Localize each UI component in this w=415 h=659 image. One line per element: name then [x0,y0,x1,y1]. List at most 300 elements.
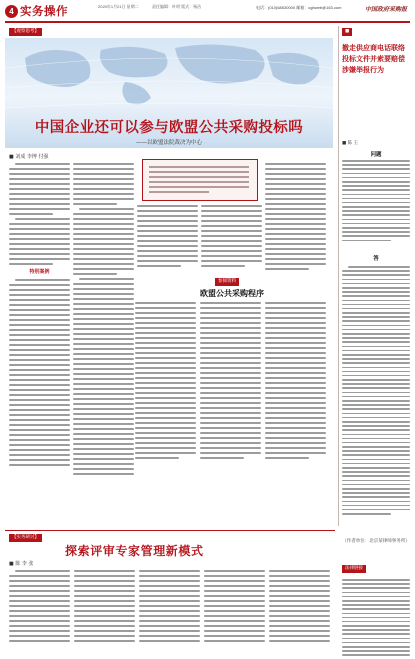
text-line [139,640,200,642]
text-line [200,422,261,424]
text-line [265,357,326,359]
text-line [269,610,330,612]
body-column [73,163,134,475]
issue-date: 2020年1月21日 星期二 [98,4,168,9]
text-line [9,575,70,577]
text-line [269,600,330,602]
text-line [342,488,410,490]
text-line [74,595,135,597]
text-line [269,575,330,577]
text-line [200,407,261,409]
text-line [135,357,196,359]
text-line [204,610,265,612]
text-line [342,300,410,302]
text-line [200,412,261,414]
text-line [135,382,196,384]
text-line [269,570,330,572]
text-line [149,176,249,178]
text-line [9,198,70,200]
text-line [342,404,410,406]
feature-headline: 中国企业还可以参与欧盟公共采购投标吗 [5,116,333,137]
text-line [137,260,198,262]
text-line [204,615,265,617]
text-line [139,585,200,587]
text-line [342,608,410,610]
text-line [342,227,410,229]
text-line [342,295,410,297]
text-line [342,587,410,589]
feature-byline: ■ 刘成 李博 付强 [9,153,49,160]
text-line [139,610,200,612]
text-line [135,317,196,319]
text-line [9,263,53,265]
text-line [79,278,134,280]
text-line [135,307,196,309]
section-divider [5,530,335,531]
text-line [135,442,196,444]
text-line [9,213,53,215]
text-line [342,417,410,419]
text-line [73,403,134,405]
text-line [342,492,410,494]
text-line [200,307,261,309]
text-line [9,580,70,582]
text-line [9,424,70,426]
text-line [200,367,261,369]
text-line [200,402,261,404]
text-line [73,293,134,295]
text-line [200,437,261,439]
text-line [9,344,70,346]
text-line [139,595,200,597]
text-line [201,250,262,252]
text-line [342,337,410,339]
text-line [342,596,410,598]
text-line [9,394,70,396]
section-title: 实务操作 [20,3,68,19]
bottom-body [9,570,333,646]
text-line [200,317,261,319]
text-line [137,265,181,267]
text-line [79,208,134,210]
text-line [135,337,196,339]
text-line [135,412,196,414]
text-line [342,274,410,276]
text-line [9,429,70,431]
text-line [204,635,265,637]
text-line [342,354,410,356]
text-line [73,473,134,475]
text-line [204,590,265,592]
text-line [9,334,70,336]
text-line [342,371,410,373]
text-line [342,650,410,652]
text-line [200,362,261,364]
text-line [269,595,330,597]
text-line [9,183,70,185]
text-line [73,373,134,375]
text-line [139,615,200,617]
text-line [265,243,326,245]
body-column [9,570,70,646]
text-line [200,397,261,399]
text-line [135,417,196,419]
text-line [342,231,410,233]
editor-credits: 责任编辑：叶明 版式：杨洁 [152,4,201,9]
text-line [342,291,410,293]
text-line [135,457,179,459]
text-line [342,496,410,498]
text-line [204,580,265,582]
text-line [73,433,134,435]
body-column [135,302,196,472]
text-line [135,352,196,354]
text-line [265,427,326,429]
text-line [73,408,134,410]
text-line [137,235,198,237]
text-line [200,457,244,459]
text-line [73,443,134,445]
page-header [0,0,415,22]
text-line [342,629,410,631]
text-line [9,454,70,456]
feature-tag: 【观察思考】 [9,28,42,36]
text-line [342,454,410,456]
text-line [265,263,326,265]
text-line [73,178,134,180]
text-line [348,266,410,268]
text-line [73,418,134,420]
text-line [74,585,135,587]
text-line [73,303,134,305]
text-line [342,341,410,343]
text-line [15,163,70,165]
text-line [342,396,410,398]
text-line [342,304,410,306]
text-line [201,235,262,237]
text-line [9,178,70,180]
text-line [342,392,410,394]
text-line [135,447,196,449]
text-line [200,372,261,374]
text-line [9,304,70,306]
text-line [135,407,196,409]
text-line [9,434,70,436]
text-line [342,429,410,431]
text-line [74,630,135,632]
text-line [9,299,70,301]
text-line [269,590,330,592]
text-line [342,362,410,364]
text-line [342,408,410,410]
text-line [73,358,134,360]
text-line [265,208,326,210]
text-line [342,185,410,187]
text-line [265,183,326,185]
text-line [135,432,196,434]
text-line [73,233,134,235]
text-line [73,438,134,440]
text-line [9,444,70,446]
text-line [265,347,326,349]
text-line [265,233,326,235]
text-line [9,595,70,597]
text-line [149,181,249,183]
text-line [9,379,70,381]
text-line [342,198,410,200]
text-line [342,642,410,644]
text-line [265,317,326,319]
text-line [200,452,261,454]
text-line [73,288,134,290]
text-line [73,218,134,220]
text-line [265,228,326,230]
text-line [342,177,410,179]
text-line [135,377,196,379]
text-line [200,442,261,444]
column-divider [338,26,339,526]
text-line [135,427,196,429]
text-line [139,590,200,592]
text-line [73,283,134,285]
text-line [265,352,326,354]
text-line [73,163,134,165]
text-line [201,260,262,262]
text-line [265,173,326,175]
text-line [265,432,326,434]
text-line [265,407,326,409]
contact-info: 电话：(010)68530000 邮箱：cgbweb@163.com [256,5,341,11]
text-line [73,463,134,465]
text-line [137,205,198,207]
text-line [15,570,70,572]
text-line [342,617,410,619]
text-line [342,214,410,216]
question-text [342,160,410,250]
text-line [200,432,261,434]
text-line [135,422,196,424]
inner-title: 欧盟公共采购程序 [135,288,329,299]
feature-banner [5,38,333,148]
sidebar-author: ■ 陈 王 [342,140,358,146]
text-line [201,230,262,232]
text-line [200,382,261,384]
text-line [265,382,326,384]
text-line [265,193,326,195]
text-line [135,397,196,399]
text-line [269,635,330,637]
text-line [269,625,330,627]
text-line [342,350,410,352]
text-line [73,263,134,265]
text-line [342,210,410,212]
text-line [342,206,410,208]
text-line [265,397,326,399]
text-line [265,203,326,205]
text-line [73,318,134,320]
text-line [137,210,198,212]
text-line [342,223,410,225]
sub-heading: 特别案例 [9,268,70,275]
sidebar-tag-icon: ■ [342,28,352,36]
text-line [9,640,70,642]
text-line [74,640,135,642]
text-line [135,322,196,324]
text-line [342,383,410,385]
text-line [265,422,326,424]
text-line [73,243,134,245]
text-line [73,393,134,395]
text-line [265,312,326,314]
text-line [9,188,70,190]
text-line [9,439,70,441]
text-line [342,625,410,627]
text-line [269,620,330,622]
text-line [15,218,70,220]
legal-links [342,554,410,653]
text-line [342,333,410,335]
text-line [265,332,326,334]
text-line [265,268,309,270]
text-line [149,166,249,168]
text-line [342,467,410,469]
header-rule [5,21,410,23]
text-line [74,580,135,582]
text-line [342,446,410,448]
text-line [9,605,70,607]
text-line [342,173,410,175]
text-line [135,332,196,334]
text-line [204,620,265,622]
text-line [73,343,134,345]
text-line [9,314,70,316]
text-line [137,230,198,232]
text-line [9,635,70,637]
text-line [200,327,261,329]
text-line [73,348,134,350]
text-line [73,268,134,270]
legal-links-text [342,579,410,659]
text-line [342,621,410,623]
text-line [200,387,261,389]
text-line [9,464,70,466]
text-line [135,372,196,374]
text-line [9,324,70,326]
text-line [9,585,70,587]
text-line [342,379,410,381]
text-line [9,223,70,225]
text-line [73,398,134,400]
text-line [73,328,134,330]
text-line [74,570,135,572]
bottom-byline: ■ 陈 李 张 [9,560,34,567]
text-line [9,228,70,230]
text-line [9,289,70,291]
text-line [342,583,410,585]
text-line [342,613,410,615]
text-line [73,238,134,240]
body-column [139,570,200,646]
text-line [9,284,70,286]
text-line [139,575,200,577]
text-line [204,570,265,572]
text-line [201,210,262,212]
text-line [74,590,135,592]
text-line [73,188,134,190]
text-line [9,459,70,461]
text-line [201,255,262,257]
text-line [74,575,135,577]
text-line [73,413,134,415]
text-line [342,442,410,444]
text-line [269,605,330,607]
text-line [201,265,245,267]
text-line [342,480,410,482]
body-column [9,163,70,475]
text-line [9,419,70,421]
bottom-article [5,534,335,648]
text-line [265,307,326,309]
text-line [342,421,410,423]
text-line [201,220,262,222]
text-line [342,505,410,507]
text-line [342,358,410,360]
text-line [9,248,70,250]
text-line [204,640,265,642]
text-line [342,509,410,511]
text-line [73,213,134,215]
text-line [73,173,134,175]
text-line [265,223,326,225]
inner-article [135,278,329,474]
text-line [9,615,70,617]
bottom-headline: 探索评审专家管理新模式 [65,542,204,559]
text-line [265,302,326,304]
text-line [342,475,410,477]
text-line [74,620,135,622]
text-line [73,383,134,385]
text-line [135,437,196,439]
inner-tag: 参阅资料 [215,278,239,286]
text-line [73,458,134,460]
text-line [342,400,410,402]
text-line [342,287,410,289]
text-line [74,625,135,627]
text-line [265,322,326,324]
text-line [265,392,326,394]
text-line [73,428,134,430]
text-line [74,610,135,612]
text-line [342,202,410,204]
text-line [9,369,70,371]
text-line [342,604,410,606]
text-line [9,359,70,361]
text-line [342,646,410,648]
text-line [342,160,410,162]
text-line [73,228,134,230]
text-line [9,173,70,175]
text-line [137,220,198,222]
text-line [137,215,198,217]
text-line [139,600,200,602]
text-line [342,600,410,602]
text-line [204,625,265,627]
text-line [269,585,330,587]
text-line [200,377,261,379]
text-line [342,425,410,427]
text-line [265,362,326,364]
text-line [9,409,70,411]
